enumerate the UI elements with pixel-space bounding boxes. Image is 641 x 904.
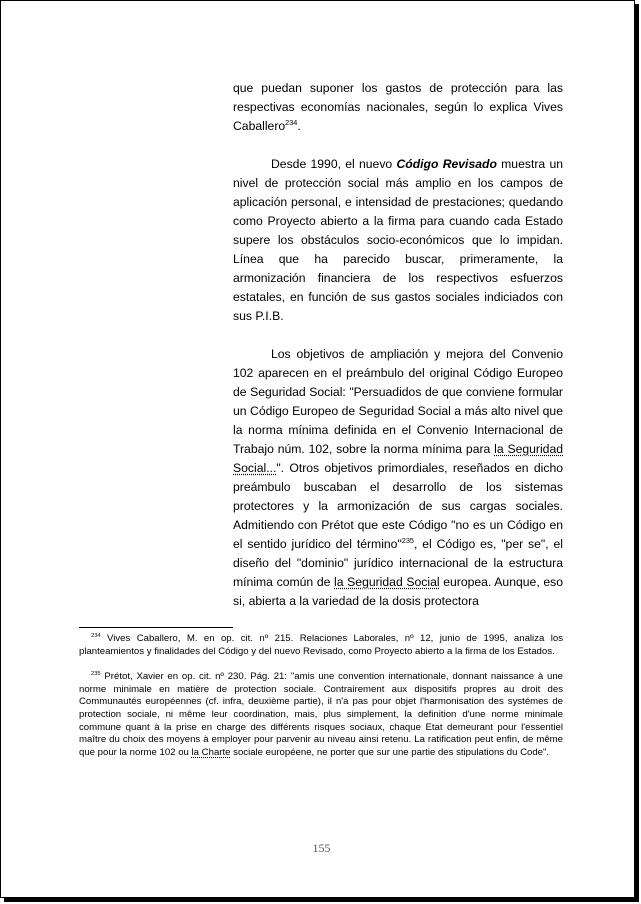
footnote-235-text: Prétot, Xavier en op. cit. nº 230. Pág. 21: "amis une convention internationale, donnant naissance à une norme minimale en matière de protection sociale. Contrairement aux dispositifs propres au droit des Communautés européennes (cf. infra, deuxième partie), il n'a pas pour objet l'harmonisation des systémes de protection sociale, ni même leur coordination, mais, plus simplement, la definition d'une norme minimale commune quant à la prise en charge des différents risques sociaux, chaque Etat demeurant pour l'essentiel maître du choix des moyens à employer pour parvenir au niveau ainsi retenu. La ratification peut enfin, de même que pour la norme 102 ou [79,671,563,758]
footnote-235 [79,671,563,759]
paragraph-3-text-end: europea. Aunque, eso si, abierta a la variedad de la dosis protectora [233,575,564,608]
emphasis-codigo-revisado: Código Revisado [396,157,497,171]
paragraph-3-text: Los objetivos de ampliación y mejora del Convenio 102 aparecen en el preámbulo del original Código Europeo de Seguridad Social: "Persuadidos de que conviene formular un Código Europeo de Seguridad Social a más alto nivel que la norma mínima definida en el Convenio Internacional de Trabajo núm. 102, sobre la norma mínima para [233,347,563,456]
footnote-234 [79,633,563,658]
paragraph-1-text: que puedan suponer los gastos de protección para las respectivas economías nacionales, según lo explica Vives Caballero [233,81,563,133]
footnote-number-234: 234 [91,632,101,639]
paragraph-3 [233,345,563,611]
underlined-term-seguridad-social: la Seguridad Social... [233,442,564,475]
footnotes [79,633,563,772]
paragraph-2 [233,155,563,326]
paragraph-2-text-cont: muestra un nivel de protección social más amplio en los campos de aplicación personal, e intensidad de prestaciones; quedando como Proyecto abierto a la firma para cuando cada Estado supere los obstáculos socio-económicos que lo impidan. Línea que ha parecido buscar, primeramente, la armonización financiera de los respectivos esfuerzos estatales, en función de sus gastos sociales indiciados con sus P.I.B. [233,157,563,323]
paragraph-3-text-cont: ". Otros objetivos primordiales, reseñados en dicho preámbulo buscaban el desarrollo de los sistemas protectores y la armonización de sus cargas sociales. Admitiendo con Prétot que este Código "no es un Código en el sentido jurídico del término" [233,461,563,551]
paragraph-1 [233,79,563,136]
footnote-235-text-end: sociale européene, ne porter que sur une partie des stipulations du Code". [230,746,550,758]
page-number: 155 [312,841,331,855]
footnote-separator [79,627,233,628]
footnote-234-text: Vives Caballero, M. en op. cit. nº 215. Relaciones Laborales, nº 12, junio de 1995, analiza los planteamientos y finalidades del Código y del nuevo Revisado, como Proyecto abierto a la firma de los Estados. [79,633,563,657]
footnote-ref-235[interactable]: 235 [401,535,414,545]
paragraph-2-text: Desde 1990, el nuevo [271,157,397,171]
underlined-term-seguridad-social-2: la Seguridad Social [334,575,440,589]
footnote-ref-234[interactable]: 234 [285,117,298,127]
paragraph-1-end: . [297,119,301,133]
footnote-number-235: 235 [91,671,101,677]
underlined-term-la-charte: la Charte [191,746,231,758]
body-text [233,79,563,630]
paragraph-3-text-cont-2: , el Código es, "per se", el diseño del "dominio" jurídico internacional de la estructura mínima común de [233,537,563,589]
